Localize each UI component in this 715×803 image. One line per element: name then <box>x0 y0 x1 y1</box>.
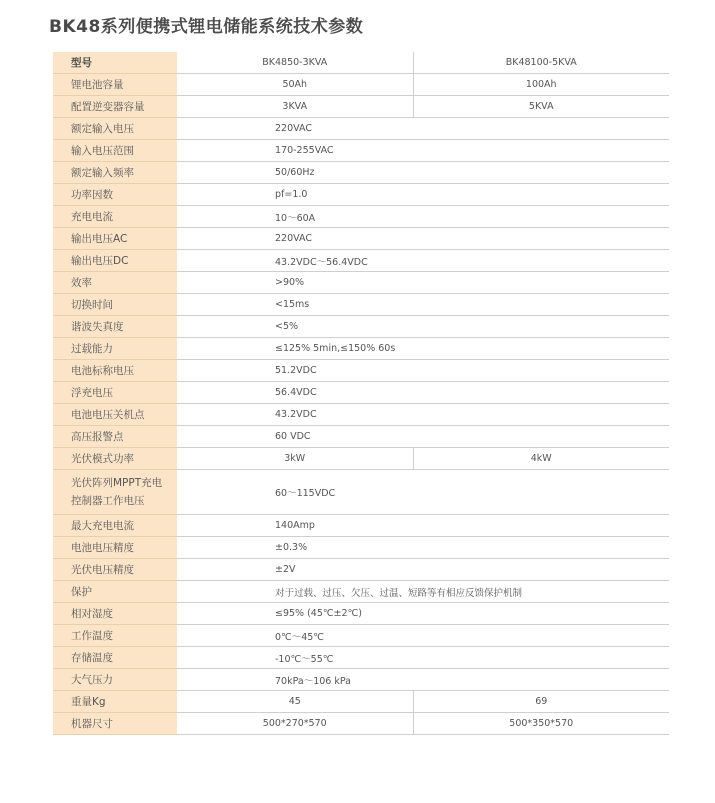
row-value: ≤95% (45℃±2℃) <box>177 603 669 625</box>
row-label: 效率 <box>53 272 177 294</box>
row-label: 光伏模式功率 <box>53 448 177 470</box>
row-label: 电池电压精度 <box>53 537 177 559</box>
table-row <box>53 669 669 691</box>
row-label: 最大充电电流 <box>53 515 177 537</box>
row-label: 光伏电压精度 <box>53 559 177 581</box>
row-value-model-2: 500*350*570 <box>413 713 669 735</box>
row-label: 功率因数 <box>53 184 177 206</box>
row-value: 140Amp <box>177 515 669 537</box>
row-label: 额定输入电压 <box>53 118 177 140</box>
row-label: 浮充电压 <box>53 382 177 404</box>
row-value: ≤125% 5min,≤150% 60s <box>177 338 669 360</box>
row-value: 50/60Hz <box>177 162 669 184</box>
row-value: 220VAC <box>177 228 669 250</box>
row-label: 保护 <box>53 581 177 603</box>
row-label: 大气压力 <box>53 669 177 691</box>
row-value: 56.4VDC <box>177 382 669 404</box>
row-value-model-2: 100Ah <box>413 74 669 96</box>
row-value-model-2: 5KVA <box>413 96 669 118</box>
table-row <box>53 338 669 360</box>
row-label: 过载能力 <box>53 338 177 360</box>
row-value: 51.2VDC <box>177 360 669 382</box>
row-value: 0℃～45℃ <box>177 625 669 647</box>
row-value: -10℃～55℃ <box>177 647 669 669</box>
table-row <box>53 162 669 184</box>
model-1: BK4850-3KVA <box>177 52 413 74</box>
row-value-model-2: 69 <box>413 691 669 713</box>
table-row <box>53 537 669 559</box>
row-value: 170-255VAC <box>177 140 669 162</box>
row-label: 电池标称电压 <box>53 360 177 382</box>
row-value: >90% <box>177 272 669 294</box>
row-label: 锂电池容量 <box>53 74 177 96</box>
row-value: 60～115VDC <box>177 470 669 515</box>
table-row <box>53 448 669 470</box>
table-row <box>53 426 669 448</box>
table-row <box>53 603 669 625</box>
page-title: BK48系列便携式锂电储能系统技术参数 <box>49 17 364 37</box>
row-value: 70kPa～106 kPa <box>177 669 669 691</box>
row-label: 切换时间 <box>53 294 177 316</box>
table-row <box>53 713 669 735</box>
row-value: 10～60A <box>177 206 669 228</box>
row-value: 对于过载、过压、欠压、过温、短路等有相应反馈保护机制 <box>177 581 669 603</box>
row-value: 60 VDC <box>177 426 669 448</box>
row-label: 输出电压AC <box>53 228 177 250</box>
table-row <box>53 625 669 647</box>
table-row <box>53 140 669 162</box>
row-label: 机器尺寸 <box>53 713 177 735</box>
row-label: 重量Kg <box>53 691 177 713</box>
table-row <box>53 250 669 272</box>
table-header-row <box>53 52 669 74</box>
row-label: 存储温度 <box>53 647 177 669</box>
row-label: 充电电流 <box>53 206 177 228</box>
table-row <box>53 272 669 294</box>
table-row <box>53 515 669 537</box>
row-label: 输入电压范围 <box>53 140 177 162</box>
row-value-model-1: 3kW <box>177 448 413 470</box>
table-row <box>53 691 669 713</box>
row-value: ±2V <box>177 559 669 581</box>
row-value-model-1: 3KVA <box>177 96 413 118</box>
row-label: 光伏阵列MPPT充电控制器工作电压 <box>53 470 177 515</box>
header-label: 型号 <box>53 52 177 74</box>
row-value: 43.2VDC～56.4VDC <box>177 250 669 272</box>
table-row <box>53 470 669 515</box>
row-value-model-1: 45 <box>177 691 413 713</box>
row-value: pf=1.0 <box>177 184 669 206</box>
row-label: 电池电压关机点 <box>53 404 177 426</box>
row-value: 220VAC <box>177 118 669 140</box>
row-value: 43.2VDC <box>177 404 669 426</box>
table-row <box>53 206 669 228</box>
row-label: 高压报警点 <box>53 426 177 448</box>
row-value-model-2: 4kW <box>413 448 669 470</box>
row-label: 相对湿度 <box>53 603 177 625</box>
table-row <box>53 228 669 250</box>
row-value: <15ms <box>177 294 669 316</box>
row-value-model-1: 500*270*570 <box>177 713 413 735</box>
table-row <box>53 118 669 140</box>
row-value: ±0.3% <box>177 537 669 559</box>
table-row <box>53 559 669 581</box>
model-2: BK48100-5KVA <box>413 52 669 74</box>
table-row <box>53 647 669 669</box>
table-row <box>53 581 669 603</box>
row-label: 配置逆变器容量 <box>53 96 177 118</box>
table-row <box>53 294 669 316</box>
table-row <box>53 316 669 338</box>
row-label: 输出电压DC <box>53 250 177 272</box>
row-label: 谐波失真度 <box>53 316 177 338</box>
spec-table <box>53 52 669 735</box>
row-label: 额定输入频率 <box>53 162 177 184</box>
table-row <box>53 382 669 404</box>
table-row <box>53 96 669 118</box>
table-row <box>53 184 669 206</box>
table-row <box>53 404 669 426</box>
row-label: 工作温度 <box>53 625 177 647</box>
row-value-model-1: 50Ah <box>177 74 413 96</box>
row-value: <5% <box>177 316 669 338</box>
table-row <box>53 74 669 96</box>
table-row <box>53 360 669 382</box>
